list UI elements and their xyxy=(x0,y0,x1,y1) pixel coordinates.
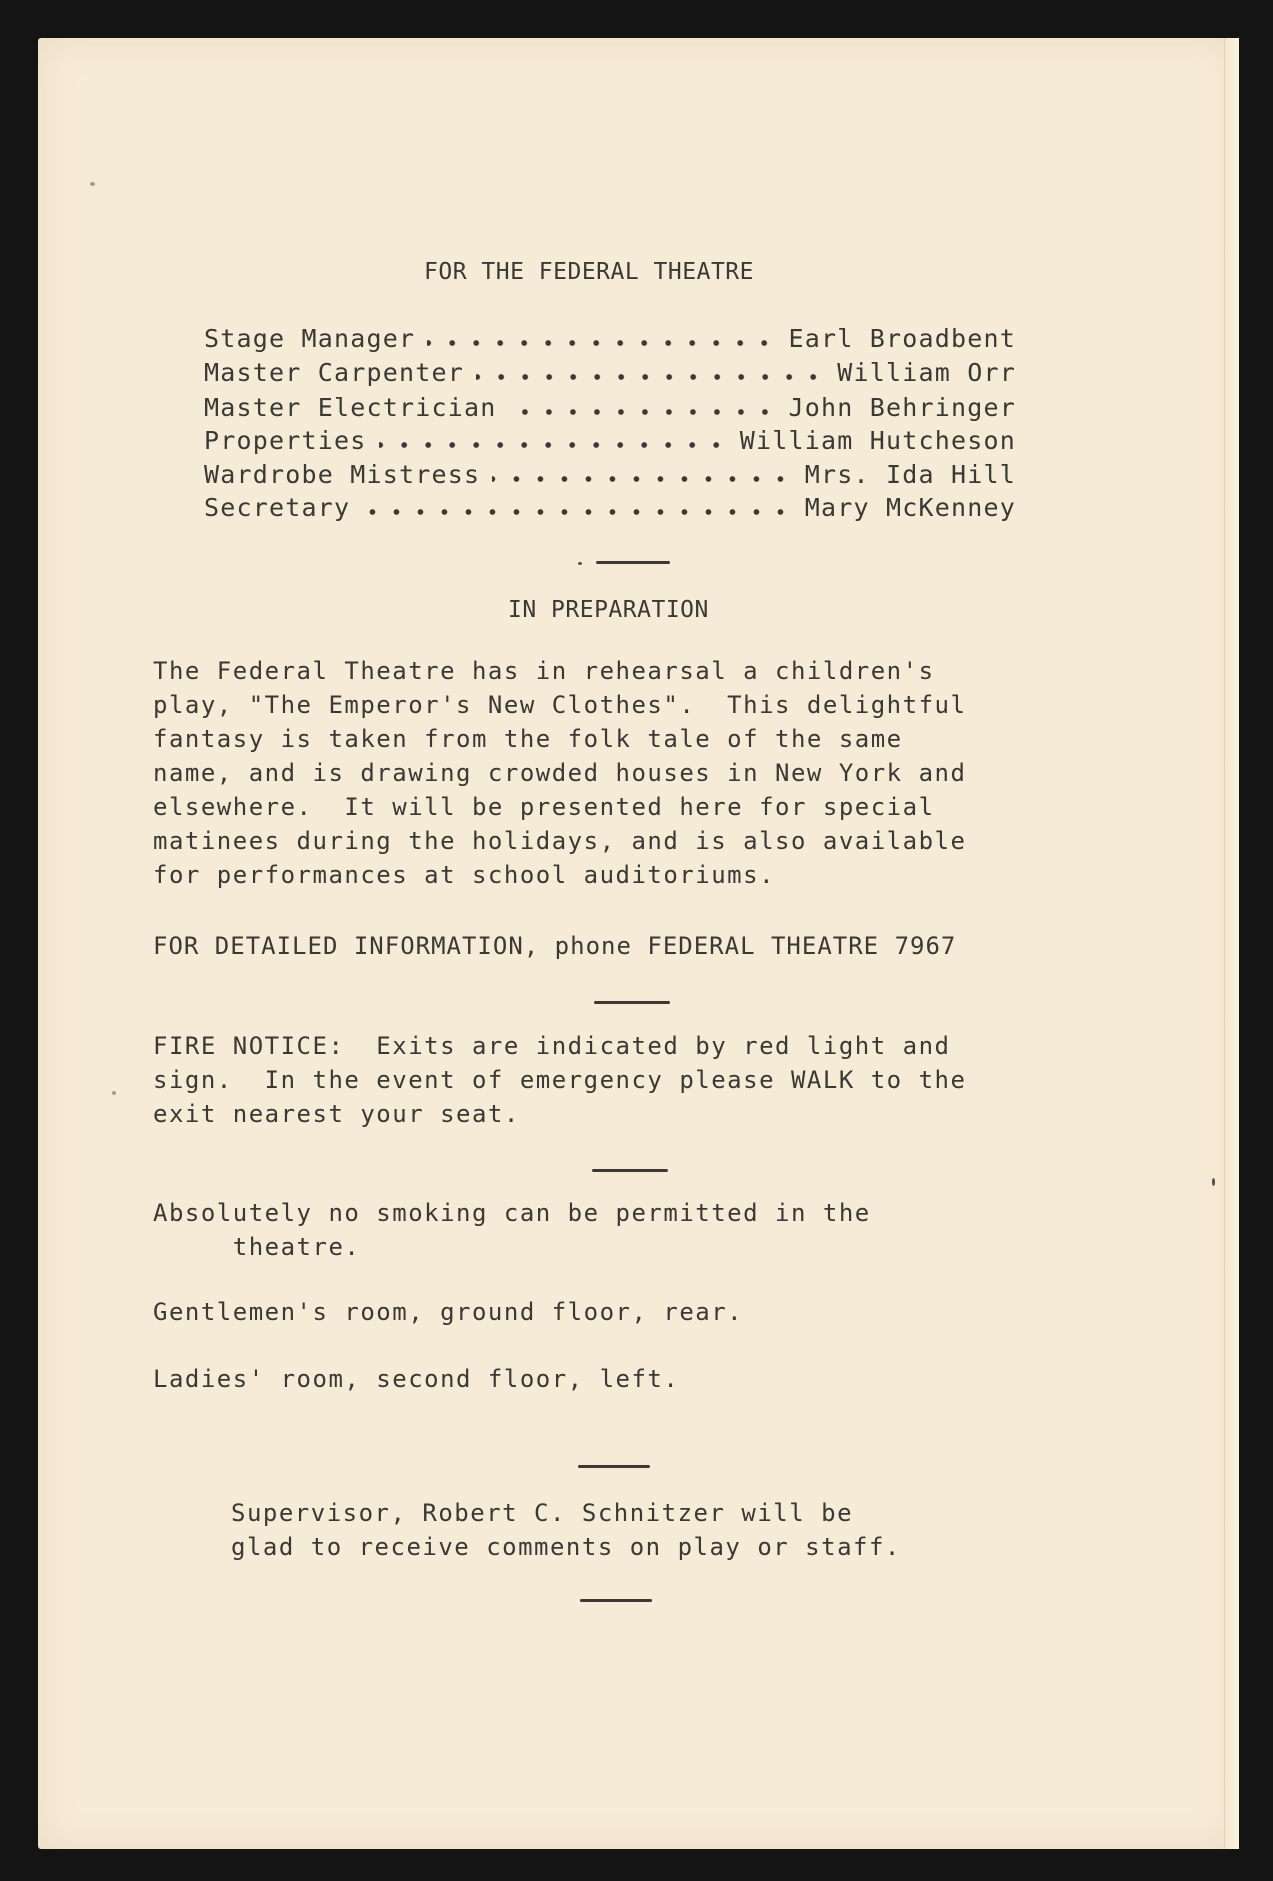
paragraph-line: The Federal Theatre has in rehearsal a children's xyxy=(153,657,935,685)
divider-rule xyxy=(580,1599,652,1602)
paragraph-line: theatre. xyxy=(153,1233,361,1261)
staff-row xyxy=(204,355,1016,389)
divider-rule xyxy=(578,1465,650,1468)
dot-leader xyxy=(476,374,825,380)
staff-role: Secretary xyxy=(204,492,351,522)
paragraph-line: play, "The Emperor's New Clothes". This delightful xyxy=(153,691,967,719)
staff-row xyxy=(204,390,1016,424)
staff-name: John Behringer xyxy=(788,392,1016,422)
staff-name: Earl Broadbent xyxy=(788,323,1016,353)
dot-leader xyxy=(379,442,728,448)
paragraph-line: Absolutely no smoking can be permitted in the xyxy=(153,1199,871,1227)
paper-speck xyxy=(90,182,95,186)
divider-rule xyxy=(594,1001,670,1004)
paragraph-line: for performances at school auditoriums. xyxy=(153,861,776,889)
supervisor-note xyxy=(231,1496,901,1564)
paragraph-line: matinees during the holidays, and is also available xyxy=(153,827,967,855)
staff-row xyxy=(204,423,1016,457)
gentlemen-room-notice: Gentlemen's room, ground floor, rear. xyxy=(153,1298,744,1326)
staff-role: Master Carpenter xyxy=(204,357,465,387)
paper-edge xyxy=(1224,38,1239,1849)
paragraph-line: fantasy is taken from the folk tale of the same xyxy=(153,725,903,753)
paragraph-line: Supervisor, Robert C. Schnitzer will be xyxy=(231,1499,854,1527)
smoking-notice xyxy=(153,1196,871,1264)
ladies-room-notice: Ladies' room, second floor, left. xyxy=(153,1365,680,1393)
paragraph-line: FIRE NOTICE: Exits are indicated by red light and xyxy=(153,1032,951,1060)
dot-leader xyxy=(362,509,792,515)
paragraph-line: elsewhere. It will be presented here for special xyxy=(153,793,935,821)
dot-leader xyxy=(492,476,792,482)
divider-rule xyxy=(592,1169,668,1172)
staff-name: William Orr xyxy=(837,357,1016,387)
staff-row xyxy=(204,490,1016,524)
paragraph-line: glad to receive comments on play or staff. xyxy=(231,1533,901,1561)
section-title-federal-theatre: FOR THE FEDERAL THEATRE xyxy=(424,259,754,285)
staff-row xyxy=(204,321,1016,355)
staff-role: Master Electrician xyxy=(204,392,497,422)
section-title-in-preparation: IN PREPARATION xyxy=(508,597,709,623)
staff-name: Mrs. Ida Hill xyxy=(804,459,1016,489)
preparation-paragraph xyxy=(153,654,966,892)
staff-role: Stage Manager xyxy=(204,323,416,353)
paragraph-line: sign. In the event of emergency please WALK to the xyxy=(153,1066,967,1094)
staff-role: Properties xyxy=(204,425,367,455)
staff-role: Wardrobe Mistress xyxy=(204,459,481,489)
paragraph-line: exit nearest your seat. xyxy=(153,1100,520,1128)
staff-row xyxy=(204,457,1016,491)
paragraph-line: name, and is drawing crowded houses in New York and xyxy=(153,759,967,787)
divider-rule xyxy=(596,561,670,564)
dot-leader xyxy=(427,340,776,346)
dot-leader xyxy=(509,409,777,415)
paper-speck xyxy=(578,562,582,565)
paper-speck xyxy=(112,1091,116,1095)
staff-name: Mary McKenney xyxy=(804,492,1016,522)
paper-speck xyxy=(1212,1178,1215,1186)
fire-notice-paragraph xyxy=(153,1029,966,1131)
staff-name: William Hutcheson xyxy=(739,425,1016,455)
detailed-information-line: FOR DETAILED INFORMATION, phone FEDERAL THEATRE 7967 xyxy=(153,932,957,960)
